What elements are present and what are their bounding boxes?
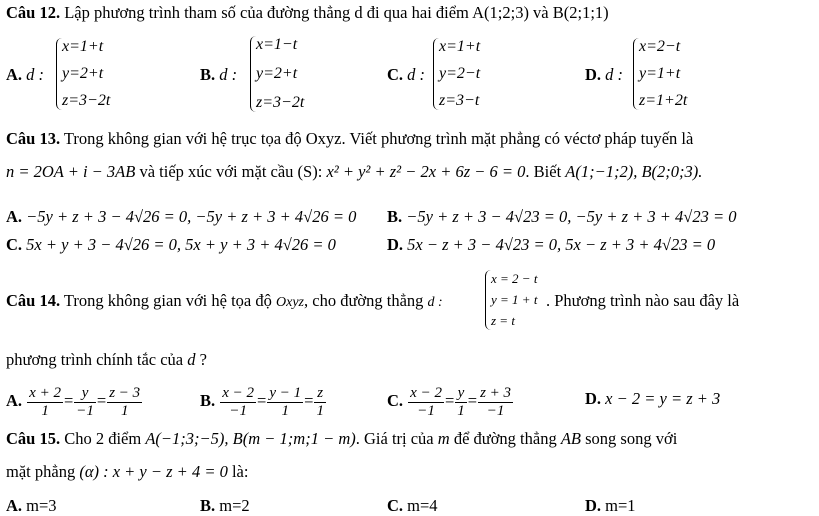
q13-option-b[interactable]: B. −5y + z + 3 − 4√23 = 0, −5y + z + 3 + 4√23 = 0 xyxy=(387,207,737,226)
q13-points: A(1;−1;2), B(2;0;3). xyxy=(565,162,703,181)
q12-option-d[interactable]: D. d : xyxy=(585,65,624,84)
q15-option-b[interactable]: B. m=2 xyxy=(200,496,250,515)
q15-statement: Câu 15. Cho 2 điểm A(−1;3;−5), B(m − 1;m;1 − m). Giá trị của m để đường thẳng AB song song với xyxy=(6,429,678,448)
q13-option-c[interactable]: C. 5x + y + 3 − 4√26 = 0, 5x + y + 3 + 4√26 = 0 xyxy=(6,235,336,254)
q12-c-system: x=1+t y=2−t z=3−t xyxy=(433,38,513,110)
q12-option-c[interactable]: C. d : xyxy=(387,65,426,84)
q14-option-a[interactable]: A. $\frac{x + 2}{1}$ = $\frac{y}{-1}$ = $\frac{z - 3}{1}$ xyxy=(6,384,141,419)
q15-option-a[interactable]: A. m=3 xyxy=(6,496,57,515)
q14-statement-line2: phương trình chính tắc của d ? xyxy=(6,350,207,369)
q12-option-a[interactable]: A. d : xyxy=(6,65,45,84)
q12-d-system: x=2−t y=1+t z=1+2t xyxy=(633,38,713,110)
q14-oxyz: Oxyz xyxy=(276,295,304,310)
q15-label: Câu 15. xyxy=(6,429,61,448)
q14-option-d[interactable]: D. x − 2 = y = z + 3 xyxy=(585,389,721,408)
q12-label: Câu 12. xyxy=(6,3,61,22)
q12-b-system: x=1−t y=2+t z=3−2t xyxy=(250,36,340,112)
q12-option-b[interactable]: B. d : xyxy=(200,65,238,84)
q15-option-d[interactable]: D. m=1 xyxy=(585,496,636,515)
q13-statement-line2 xyxy=(6,162,702,182)
q13-text3: . Biết xyxy=(525,162,562,181)
q13-option-d[interactable]: D. 5x − z + 3 − 4√23 = 0, 5x − z + 3 + 4√23 = 0 xyxy=(387,235,716,254)
q15-option-c[interactable]: C. m=4 xyxy=(387,496,438,515)
q13-label: Câu 13. xyxy=(6,129,61,148)
q12-statement xyxy=(6,3,609,23)
q12-a-system: x=1+t y=2+t z=3−2t xyxy=(56,38,136,110)
q13-text1: Trong không gian với hệ trục tọa độ Oxyz. Viết phương trình mặt phẳng có véctơ pháp tuyến là xyxy=(63,129,694,148)
q12-text: Lập phương trình tham số của đường thẳng d đi qua hai điểm A(1;2;3) và B(2;1;1) xyxy=(64,3,609,22)
q13-option-a[interactable]: A. −5y + z + 3 − 4√26 = 0, −5y + z + 3 + 4√26 = 0 xyxy=(6,207,357,226)
q15-statement-line2: mặt phẳng (α) : x + y − z + 4 = 0 là: xyxy=(6,462,249,481)
q14-system: x = 2 − t y = 1 + t z = t xyxy=(485,270,545,330)
q13-text2: và tiếp xúc với mặt cầu (S): xyxy=(139,162,323,181)
q13-sphere-eq: x² + y² + z² − 2x + 6z − 6 = 0 xyxy=(326,162,526,181)
q14-option-b[interactable]: B. $\frac{x - 2}{-1}$ = $\frac{y - 1}{1}$ = $\frac{z}{1}$ xyxy=(200,384,324,419)
q14-option-c[interactable]: C. $\frac{x - 2}{-1}$ = $\frac{y}{1}$ = $\frac{z + 3}{-1}$ xyxy=(387,384,512,419)
q14-statement-tail: . Phương trình nào sau đây là xyxy=(546,291,740,310)
q14-statement: Câu 14. Trong không gian với hệ tọa độ Oxyz, cho đường thẳng d : xyxy=(6,291,443,310)
q13-statement xyxy=(6,129,693,149)
q13-vector-eq: n = 2OA + i − 3AB xyxy=(6,162,136,181)
q14-label: Câu 14. xyxy=(6,291,61,310)
